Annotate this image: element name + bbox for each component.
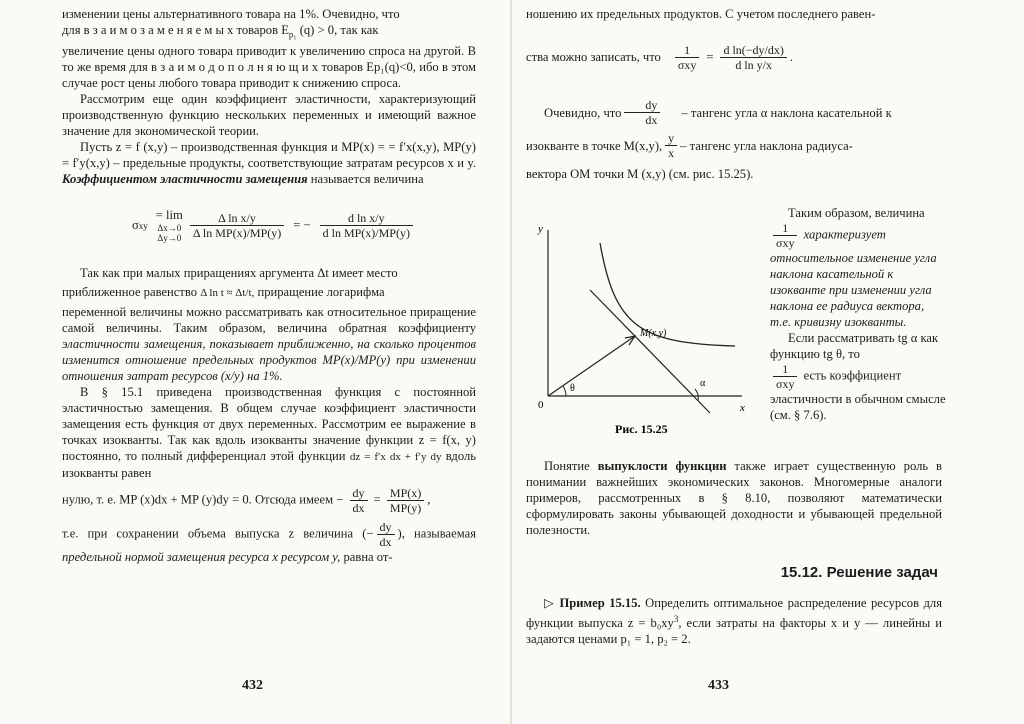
paragraph: Пусть z = f (x,y) – производственная функция и MP(x) = = f′x(x,y), MP(y) = f′y(x,y) – предельные продукты, соответствующие затратам ресурсов x и y. Коэффициентом эластичности замещения называется величина	[62, 139, 476, 186]
paragraph: переменной величины можно рассматривать как относительное приращение самой величины. Таким образом, величина обратная коэффициенту эластичности замещения, показывает приближенно, на сколько процентов изменится отношение предельных продуктов MP(x)/MP(y) при изменении отношения затрат ресурсов (x/y) на 1%.	[62, 304, 476, 383]
paragraph: увеличение цены одного товара приводит к увеличению спроса на другой. В то же время для в з а и м о д о п о л н я ю щ и х товаров Ep₁(q)<0, ибо в этом случае рост цены любого товара приводит к снижению спроса.	[62, 43, 476, 90]
paragraph: ▷ Пример 15.15. Определить оптимальное распределение ресурсов для функции выпуска $z = b_0xy^3$, если затраты на факторы x и y — линейны и задаются ценами p₁ = 1, p₂ = 2.	[526, 596, 942, 647]
paragraph: приближенное равенство Δ ln t ≈ Δt/t, приращение логарифма	[62, 284, 385, 299]
figure-caption: Рис. 15.25	[615, 422, 668, 436]
radius-vector	[548, 336, 635, 396]
formula-elasticity: σ xy = lim Δx→0 Δy→0 $\frac{\text{Δ ln x/y}}{\text{Δ ln MP(x)/MP(y)}}$ = − $\frac{\text{d ln x/y}}{\text{d ln MP(x)/MP(y)}}$	[62, 187, 476, 265]
vector-arrowhead	[625, 336, 635, 345]
label-point-m: M(x,y)	[640, 328, 667, 339]
page-number: 433	[708, 678, 729, 693]
paragraph: т.е. при сохранении объема выпуска z величина (− $\frac{dy}{dx}$ ), называемая предельной нормой замещения ресурса x ресурсом y, равна от-	[62, 519, 476, 564]
paragraph: Так как при малых приращениях аргумента Δt имеет место	[80, 265, 398, 280]
section-heading: 15.12. Решение задач	[780, 564, 938, 581]
label-origin: 0	[538, 399, 544, 411]
paragraph: Таким образом, величина	[788, 206, 925, 220]
paragraph: Понятие выпуклости функции также играет существенную роль в понимании важнейших экономических законов. Многомерные аналоги примеров, рассмотренных в § 8.10, позволяют математически сформулировать законы убывающей доходности и убывающей предельной полезности.	[526, 459, 942, 537]
tangent-line	[590, 290, 710, 413]
label-alpha: α	[700, 378, 706, 389]
figure-15-25	[530, 218, 765, 463]
right-lower-block	[526, 458, 942, 647]
paragraph: В § 15.1 приведена производственная функция с постоянной эластичностью замещения. В общем случае коэффициент эластичности замещения есть функция от двух переменных. Рассмотрим ее выражение в точках изокванты. Так как вдоль изокванты значение функции z = f(x, y) постоянно, то полный дифференциал этой функции dz = f′x dx + f′y dy вдоль изокванты равен	[62, 384, 476, 480]
theta-arc	[563, 386, 566, 396]
label-x: x	[740, 402, 745, 414]
isoquant-curve	[600, 243, 735, 346]
label-y: y	[538, 223, 543, 235]
paragraph: нулю, т. е. MP (x)dx + MP (y)dy = 0. Отсюда имеем − $\frac{dy}{dx}$ = $\frac{MP(x)}{MP(y)}$ ,	[62, 485, 431, 515]
page-number: 432	[242, 678, 263, 693]
paragraph: вектора OM точки M (x,y) (см. рис. 15.25).	[526, 167, 754, 181]
paragraph: Если рассматривать tg α как функцию tg θ, то	[770, 331, 939, 361]
paragraph: Рассмотрим еще один коэффициент эластичности, характеризующий производственную функцию нескольких переменных и имеющий важное значение для экономической теории.	[62, 91, 476, 138]
text-line: ношению их предельных продуктов. С учетом последнего равен-	[526, 7, 876, 21]
formula-line: ства можно записать, что 1 σxy = $\frac{\text{d ln(−dy/dx)}}{\text{d ln y/x}}$ .	[526, 42, 794, 72]
text-line: изменении цены альтернативного товара на 1%. Очевидно, что	[62, 7, 400, 21]
paragraph: 1 σxy характеризует относительное изменение угла наклона касательной к изокванте при изменении угла наклона ее радиуса вектора, т.е. кривизну изокванты.	[770, 221, 937, 329]
paragraph: 1 σxy есть коэффициент эластичности в обычном смысле (см. § 7.6).	[770, 362, 946, 422]
paragraph: Очевидно, что dy dx – тангенс угла α наклона касательной к	[544, 98, 892, 127]
isoquant-diagram	[530, 218, 765, 463]
figure-side-text	[770, 205, 948, 423]
label-theta: θ	[570, 383, 575, 394]
text-line: для в з а и м о з а м е н я е м ы х товаров $E_{p_1}$ (q) > 0, так как	[62, 23, 379, 40]
paragraph: изокванте в точке M(x,y), y x – тангенс угла наклона радиуса-	[526, 131, 853, 160]
